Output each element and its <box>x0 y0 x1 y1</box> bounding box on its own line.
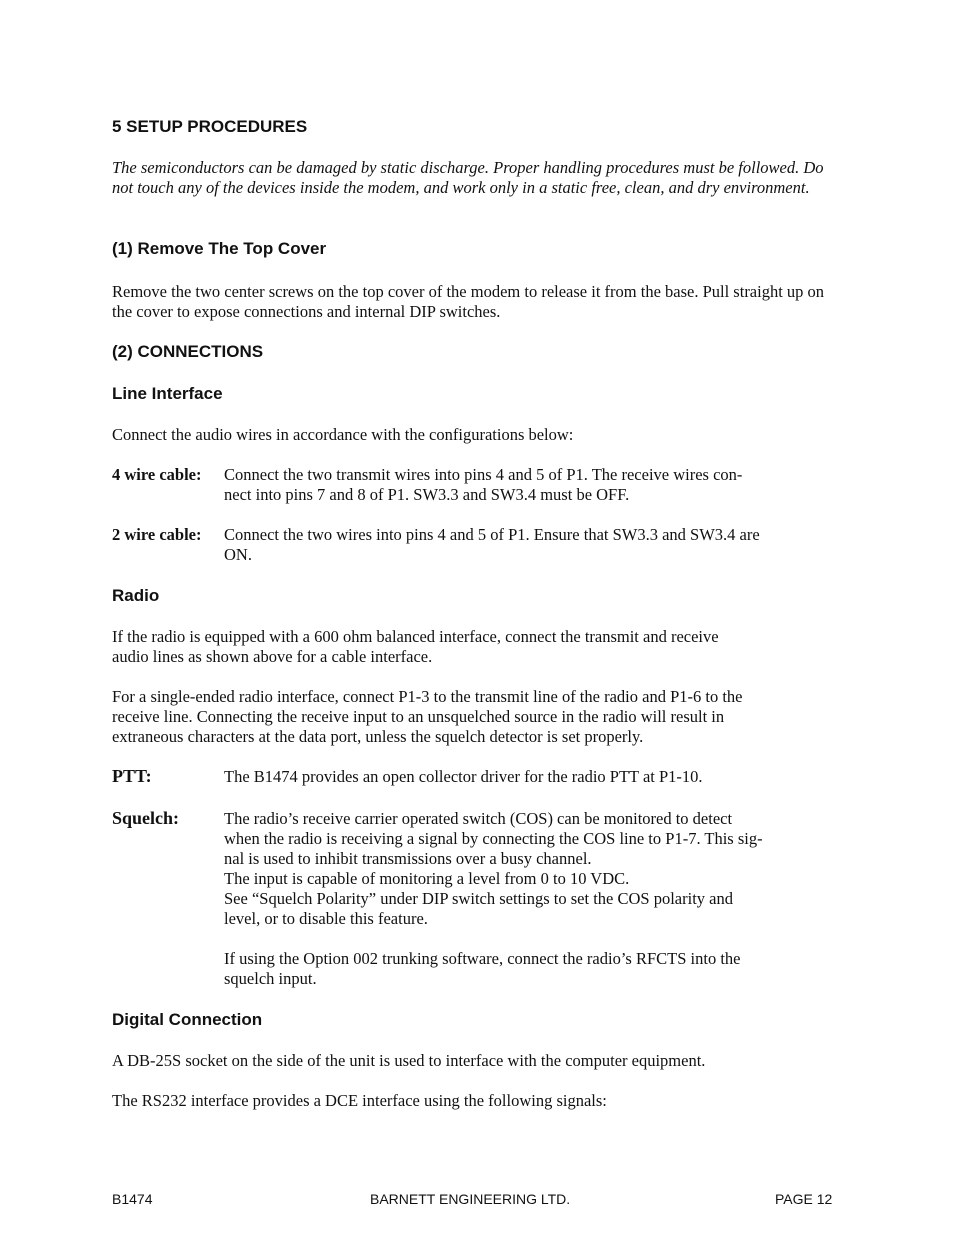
line-interface-intro: Connect the audio wires in accordance with the configurations below: <box>112 425 574 444</box>
step1-heading: (1) Remove The Top Cover <box>112 239 327 258</box>
radio-para1-line2: audio lines as shown above for a cable interface. <box>112 647 433 666</box>
radio-para2-line3: extraneous characters at the data port, unless the squelch detector is set properly. <box>112 727 644 746</box>
squelch-line8: squelch input. <box>224 969 317 988</box>
line-interface-heading: Line Interface <box>112 384 223 403</box>
ptt-text: The B1474 provides an open collector driver for the radio PTT at P1-10. <box>224 767 703 786</box>
radio-heading: Radio <box>112 586 160 605</box>
footer-page-number: PAGE 12 <box>775 1191 833 1207</box>
step1-text: Remove the two center screws on the top cover of the modem to release it from the base. Pull straight up on the cover to expose connections and internal DIP switches. <box>112 282 825 321</box>
squelch-line5: See “Squelch Polarity” under DIP switch settings to set the COS polarity and <box>224 889 733 908</box>
squelch-line4: The input is capable of monitoring a level from 0 to 10 VDC. <box>224 869 630 888</box>
two-wire-term: 2 wire cable: <box>112 525 202 544</box>
four-wire-line1: Connect the two transmit wires into pins 4 and 5 of P1. The receive wires con- <box>224 465 743 484</box>
digital-heading: Digital Connection <box>112 1010 263 1029</box>
radio-para1-line1: If the radio is equipped with a 600 ohm balanced interface, connect the transmit and receive <box>112 627 719 646</box>
radio-para2-line1: For a single-ended radio interface, connect P1-3 to the transmit line of the radio and P1-6 to the <box>112 687 743 706</box>
footer-company: BARNETT ENGINEERING LTD. <box>370 1191 571 1207</box>
squelch-line7: If using the Option 002 trunking software, connect the radio’s RFCTS into the <box>224 949 741 968</box>
four-wire-line2: nect into pins 7 and 8 of P1. SW3.3 and SW3.4 must be OFF. <box>224 485 630 504</box>
squelch-line2: when the radio is receiving a signal by connecting the COS line to P1-7. This sig- <box>224 829 763 848</box>
digital-para2: The RS232 interface provides a DCE interface using the following signals: <box>112 1091 607 1110</box>
squelch-line3: nal is used to inhibit transmissions over a busy channel. <box>224 849 592 868</box>
section-heading: 5 SETUP PROCEDURES <box>112 117 308 136</box>
static-warning: The semiconductors can be damaged by static discharge. Proper handling procedures must be followed. Do not touch any of the devices inside the modem, and work only in a static free, clean, and dry environment. <box>112 158 824 197</box>
footer-model: B1474 <box>112 1191 153 1207</box>
step2-heading: (2) CONNECTIONS <box>112 342 264 361</box>
radio-para2-line2: receive line. Connecting the receive input to an unsquelched source in the radio will result in <box>112 707 725 726</box>
two-wire-line2: ON. <box>224 545 252 564</box>
digital-para1: A DB-25S socket on the side of the unit is used to interface with the computer equipment. <box>112 1051 706 1070</box>
squelch-term: Squelch: <box>112 808 180 828</box>
squelch-line6: level, or to disable this feature. <box>224 909 428 928</box>
two-wire-line1: Connect the two wires into pins 4 and 5 of P1. Ensure that SW3.3 and SW3.4 are <box>224 525 760 544</box>
squelch-line1: The radio’s receive carrier operated switch (COS) can be monitored to detect <box>224 809 733 828</box>
four-wire-term: 4 wire cable: <box>112 465 202 484</box>
ptt-term: PTT: <box>112 766 152 786</box>
